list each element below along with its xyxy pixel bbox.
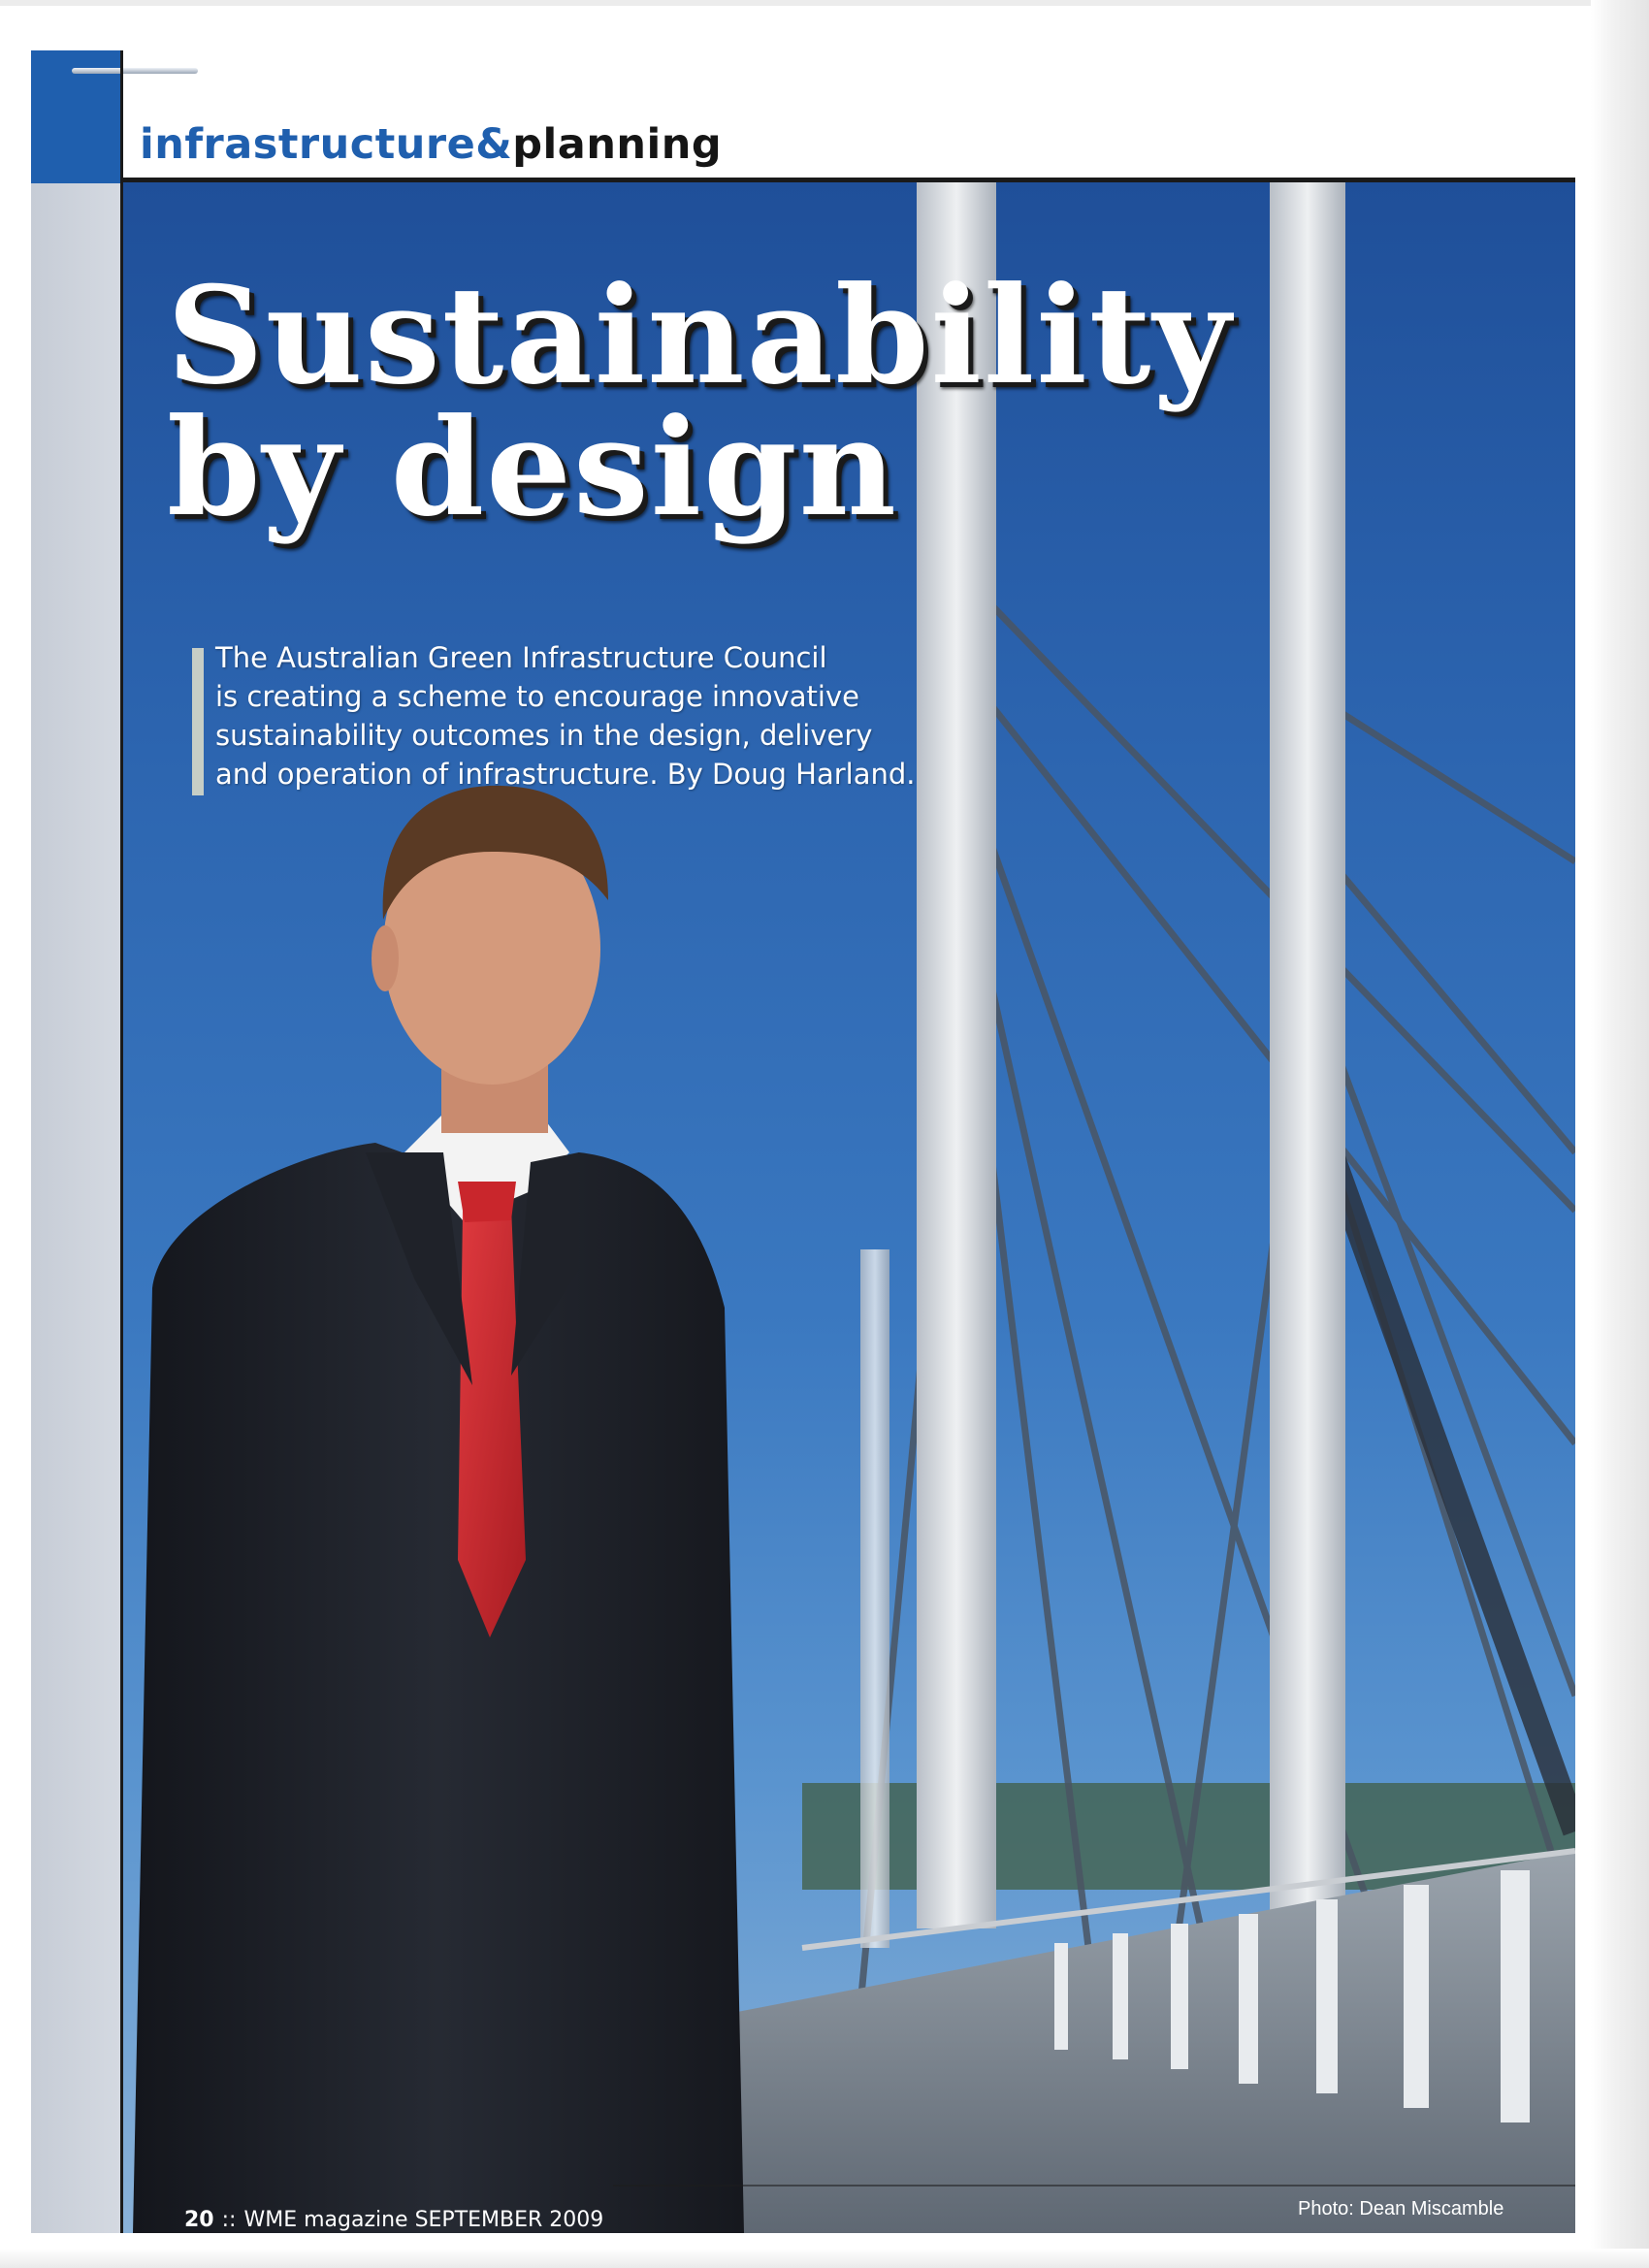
footer-rule: [613, 2185, 1575, 2187]
bridge-pylon-right: [1270, 182, 1345, 1928]
standfirst-line-4: and operation of infrastructure. By Doug Harland.: [215, 758, 916, 791]
standfirst-text: [204, 638, 1077, 794]
standfirst: [204, 638, 1077, 794]
main-cable: [1331, 1152, 1575, 1831]
publication-line: WME magazine SEPTEMBER 2009: [243, 2208, 604, 2232]
scan-bottom-edge: [0, 2249, 1649, 2268]
left-margin-strip: [31, 183, 120, 2233]
headline-line-2: by design: [167, 388, 898, 546]
page-number: 20: [184, 2208, 214, 2232]
page-folio: [184, 2208, 603, 2232]
bridge-pylon-distant: [860, 1249, 889, 1948]
man-portrait: [133, 786, 744, 2233]
standfirst-line-1: The Australian Green Infrastructure Council: [215, 641, 827, 674]
photo-credit: Photo: Dean Miscamble: [1298, 2198, 1504, 2219]
folio-separator: ::: [221, 2208, 237, 2232]
scan-top-edge: [0, 0, 1649, 6]
staple-mark: [72, 68, 198, 74]
standfirst-line-2: is creating a scheme to encourage innovative: [215, 680, 859, 713]
magazine-page: [31, 50, 1575, 2233]
headline: [167, 256, 1233, 546]
section-label-part2: planning: [512, 120, 723, 169]
section-header: [140, 120, 722, 169]
scan-right-edge: [1591, 0, 1649, 2268]
standfirst-accent-bar: [192, 648, 204, 795]
section-ampersand: &: [475, 120, 513, 169]
section-label-part1: infrastructure: [140, 120, 476, 169]
standfirst-line-3: sustainability outcomes in the design, delivery: [215, 719, 873, 752]
headline-line-1: Sustainability: [167, 256, 1233, 414]
